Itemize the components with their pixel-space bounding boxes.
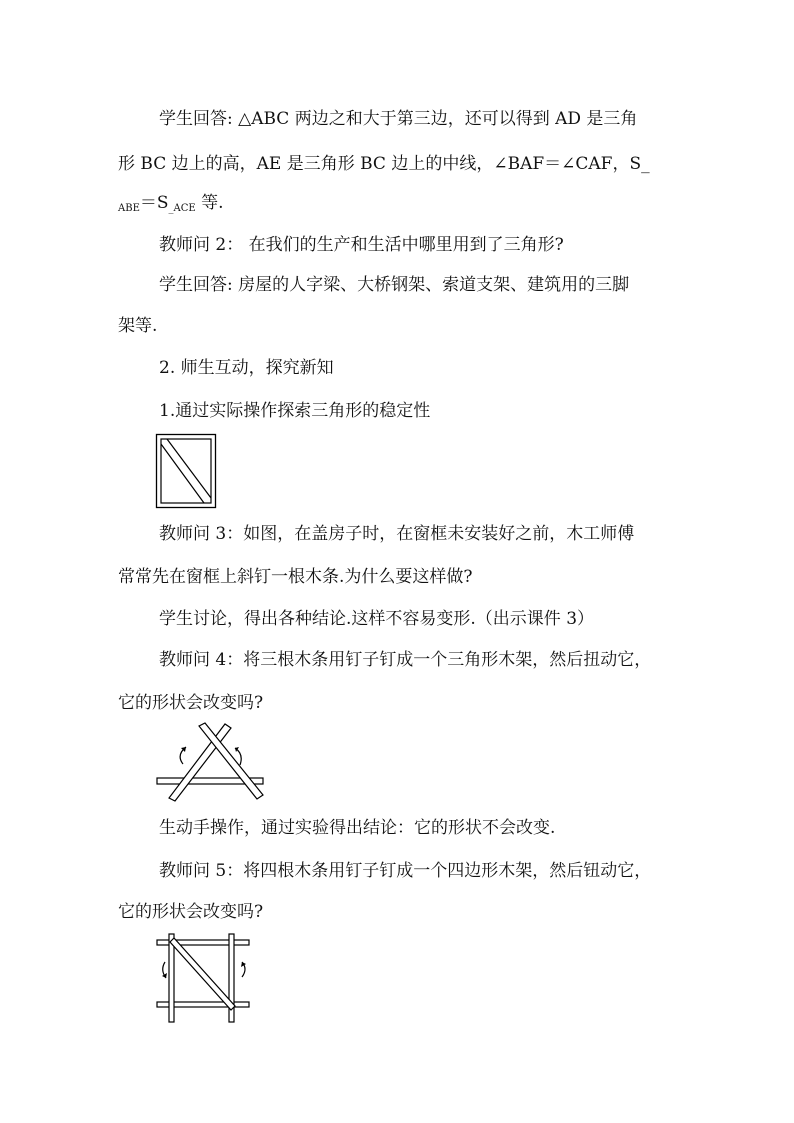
paragraph-student-answer-1-line3 — [118, 192, 224, 220]
paragraph-student-conclusion: 生动手操作，通过实验得出结论：它的形状不会改变. — [159, 818, 556, 838]
paragraph-student-answer-1-line1: 学生回答: △ABC 两边之和大于第三边，还可以得到 AD 是三角 — [159, 109, 638, 129]
paragraph-student-discussion: 学生讨论，得出各种结论.这样不容易变形.（出示课件 3） — [159, 609, 595, 629]
window-frame-figure — [155, 433, 217, 509]
paragraph-teacher-question-5-line1: 教师问 5：将四根木条用钉子钉成一个四边形木架，然后钮动它， — [159, 861, 652, 881]
paragraph-teacher-question-5-line2: 它的形状会改变吗? — [118, 902, 264, 922]
quadrilateral-frame-figure — [155, 932, 251, 1026]
subscript-abe: ABE — [118, 203, 140, 214]
paragraph-student-answer-2-line2: 架等. — [118, 316, 158, 336]
section-heading-2: 2. 师生互动，探究新知 — [159, 358, 334, 378]
paragraph-teacher-question-4-line1: 教师问 4：将三根木条用钉子钉成一个三角形木架，然后扭动它， — [159, 650, 652, 670]
paragraph-teacher-question-4-line2: 它的形状会改变吗? — [118, 693, 264, 713]
paragraph-student-answer-2-line1: 学生回答: 房屋的人字梁、大桥钢架、索道支架、建筑用的三脚 — [159, 275, 630, 295]
paragraph-teacher-question-2: 教师问 2： 在我们的生产和生活中哪里用到了三角形? — [159, 235, 564, 255]
paragraph-teacher-question-3-line2: 常常先在窗框上斜钉一根木条.为什么要这样做? — [118, 567, 473, 587]
paragraph-teacher-question-3-line1: 教师问 3：如图，在盖房子时，在窗框未安装好之前，木工师傅 — [159, 524, 635, 544]
subscript-ace: _ACE — [168, 203, 196, 214]
subsection-heading-1: 1.通过实际操作探索三角形的稳定性 — [159, 401, 431, 421]
triangle-frame-figure — [155, 722, 267, 802]
text-etc: 等. — [195, 193, 224, 213]
arrowhead-icon — [241, 962, 246, 967]
paragraph-student-answer-1-line2: 形 BC 边上的高，AE 是三角形 BC 边上的中线，∠BAF＝∠CAF，S_ — [118, 154, 650, 174]
equals-s: ＝S — [139, 193, 169, 213]
arrowhead-icon — [162, 973, 167, 978]
